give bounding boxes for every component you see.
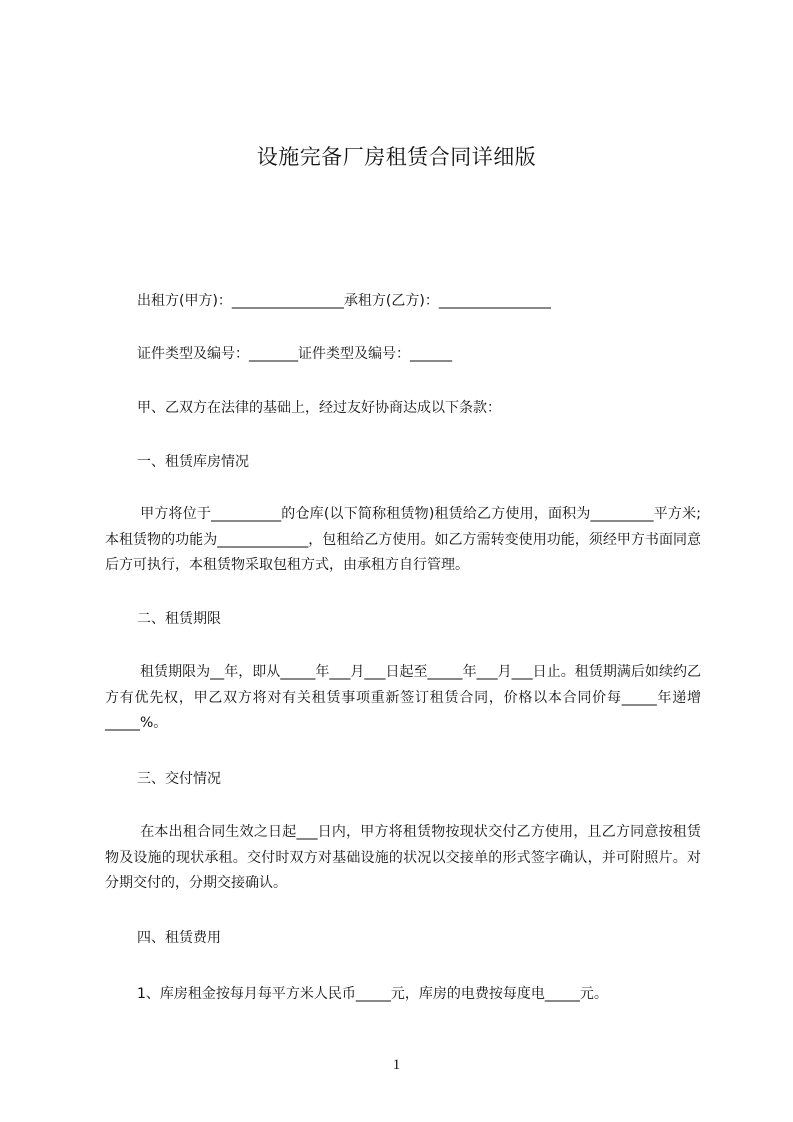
section2-body-text: 租赁期限为__年，即从_____年___月___日起至_____年___月___日止。租赁期满后如续约乙方有优先权，甲乙双方将对有关租赁事项重新签订租赁合同，价格以本合同价每_____年递增_____%。 — [105, 664, 701, 731]
section3-heading: 三、交付情况 — [137, 771, 221, 787]
section2-body — [105, 660, 701, 737]
section1-heading: 一、租赁库房情况 — [137, 454, 249, 470]
section4-heading: 四、租赁费用 — [137, 930, 221, 946]
id-line: 证件类型及编号：_______证件类型及编号：______ — [137, 346, 452, 362]
page-number: 1 — [392, 1057, 401, 1073]
parties-line: 出租方(甲方)：________________承租方(乙方)：________________ — [137, 293, 551, 309]
section3-body-text: 在本出租合同生效之日起___日内，甲方将租赁物按现状交付乙方使用，且乙方同意按租赁物及设施的现状承租。交付时双方对基础设施的状况以交接单的形式签字确认，并可附照片。对分期交付的，分期交接确认。 — [105, 824, 701, 891]
section1-body-text: 甲方将位于__________的仓库(以下简称租赁物)租赁给乙方使用，面积为_________平方米;本租赁物的功能为_____________，包租给乙方使用。如乙方需转变使用功能，须经甲方书面同意后方可执行，本租赁物采取包租方式，由承租方自行管理。 — [105, 506, 701, 573]
section3-body — [105, 820, 701, 897]
section2-heading: 二、租赁期限 — [137, 611, 221, 627]
section4-item1: 1、库房租金按每月每平方米人民币_____元，库房的电费按每度电_____元。 — [137, 986, 608, 1002]
section1-body — [105, 502, 701, 579]
intro-text: 甲、乙双方在法律的基础上，经过友好协商达成以下条款： — [137, 400, 501, 416]
document-title: 设施完备厂房租赁合同详细版 — [256, 145, 537, 169]
